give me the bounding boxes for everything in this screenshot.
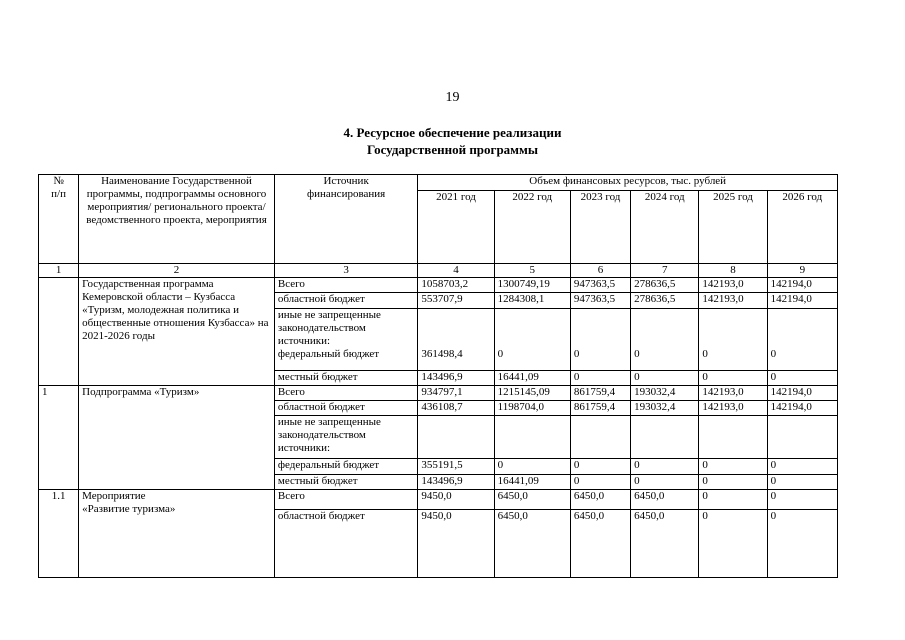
source-label: областной бюджет	[274, 401, 418, 416]
value-cell: 16441,09	[494, 475, 570, 490]
column-number: 9	[767, 264, 837, 278]
column-numbers-row	[39, 264, 838, 278]
other-sources-label: иные не запрещенные законодательством источники:	[277, 309, 381, 347]
value-cell: 9450,0	[418, 510, 494, 578]
value-cell: 0	[631, 459, 699, 475]
title-line-1: 4. Ресурсное обеспечение реализации	[343, 125, 562, 140]
value-cell: 16441,09	[494, 371, 570, 386]
value-cell	[494, 416, 570, 459]
value-cell: 0	[631, 371, 699, 386]
value-cell: 0	[767, 490, 837, 510]
value-cell: 6450,0	[570, 490, 630, 510]
other-sources-cell	[274, 309, 418, 371]
header-volume: Объем финансовых ресурсов, тыс. рублей	[418, 175, 838, 191]
value-cell: 142193,0	[699, 386, 767, 401]
value-cell: 193032,4	[631, 386, 699, 401]
header-year: 2023 год	[570, 191, 630, 264]
value-cell: 0	[570, 459, 630, 475]
value-cell: 0	[699, 309, 767, 371]
header-num: № п/п	[39, 175, 79, 264]
value-cell: 861759,4	[570, 401, 630, 416]
measure-name: Мероприятие «Развитие туризма»	[79, 490, 275, 578]
value-cell: 0	[767, 475, 837, 490]
value-cell: 361498,4	[418, 309, 494, 371]
value-cell: 0	[494, 309, 570, 371]
source-label: федеральный бюджет	[277, 348, 380, 360]
other-sources-label: иные не запрещенные законодательством источники:	[274, 416, 418, 459]
value-cell	[631, 416, 699, 459]
row-num: 1.1	[39, 490, 79, 578]
value-cell: 1198704,0	[494, 401, 570, 416]
subprogram-total-row	[39, 386, 838, 401]
source-label: местный бюджет	[274, 371, 418, 386]
value-cell: 436108,7	[418, 401, 494, 416]
value-cell: 142193,0	[699, 293, 767, 309]
value-cell: 0	[570, 475, 630, 490]
source-label: Всего	[274, 278, 418, 293]
program-total-row	[39, 278, 838, 293]
value-cell: 0	[494, 459, 570, 475]
value-cell	[767, 416, 837, 459]
column-number: 3	[274, 264, 418, 278]
header-year: 2024 год	[631, 191, 699, 264]
header-year: 2022 год	[494, 191, 570, 264]
value-cell: 142194,0	[767, 401, 837, 416]
column-number: 6	[570, 264, 630, 278]
source-label: местный бюджет	[274, 475, 418, 490]
value-cell: 143496,9	[418, 475, 494, 490]
column-number: 8	[699, 264, 767, 278]
value-cell: 0	[767, 510, 837, 578]
value-cell: 142193,0	[699, 278, 767, 293]
source-label: федеральный бюджет	[274, 459, 418, 475]
program-name: Государственная программа Кемеровской области – Кузбасса «Туризм, молодежная политика и общественные отношения Кузбасса» на 2021-2026 годы	[79, 278, 275, 386]
value-cell: 947363,5	[570, 278, 630, 293]
header-source: Источник финансирования	[274, 175, 418, 264]
value-cell: 143496,9	[418, 371, 494, 386]
value-cell: 1058703,2	[418, 278, 494, 293]
value-cell: 947363,5	[570, 293, 630, 309]
column-number: 4	[418, 264, 494, 278]
value-cell: 0	[699, 475, 767, 490]
value-cell: 1215145,09	[494, 386, 570, 401]
value-cell: 1284308,1	[494, 293, 570, 309]
source-label: Всего	[274, 386, 418, 401]
source-label: областной бюджет	[274, 510, 418, 578]
resource-table	[38, 174, 838, 578]
header-row	[39, 175, 838, 191]
value-cell	[418, 416, 494, 459]
value-cell: 6450,0	[631, 490, 699, 510]
value-cell: 142193,0	[699, 401, 767, 416]
value-cell: 6450,0	[494, 490, 570, 510]
value-cell: 553707,9	[418, 293, 494, 309]
row-num	[39, 278, 79, 386]
header-year: 2021 год	[418, 191, 494, 264]
value-cell: 0	[570, 371, 630, 386]
measure-total-row	[39, 490, 838, 510]
header-name: Наименование Государственной программы, подпрограммы основного мероприятия/ регионального проекта/ ведомственного проекта, мероприятия	[79, 175, 275, 264]
value-cell	[699, 416, 767, 459]
source-label: Всего	[274, 490, 418, 510]
page-number: 19	[445, 90, 460, 105]
value-cell: 6450,0	[494, 510, 570, 578]
value-cell: 0	[767, 371, 837, 386]
value-cell: 9450,0	[418, 490, 494, 510]
value-cell: 278636,5	[631, 278, 699, 293]
value-cell: 142194,0	[767, 386, 837, 401]
column-number: 2	[79, 264, 275, 278]
header-year: 2025 год	[699, 191, 767, 264]
value-cell: 0	[570, 309, 630, 371]
value-cell: 0	[631, 309, 699, 371]
value-cell: 861759,4	[570, 386, 630, 401]
value-cell: 193032,4	[631, 401, 699, 416]
column-number: 5	[494, 264, 570, 278]
row-num: 1	[39, 386, 79, 490]
value-cell: 0	[699, 459, 767, 475]
value-cell: 934797,1	[418, 386, 494, 401]
column-number: 1	[39, 264, 79, 278]
value-cell: 278636,5	[631, 293, 699, 309]
value-cell: 6450,0	[631, 510, 699, 578]
value-cell: 355191,5	[418, 459, 494, 475]
value-cell: 0	[699, 490, 767, 510]
value-cell: 1300749,19	[494, 278, 570, 293]
header-year: 2026 год	[767, 191, 837, 264]
value-cell: 0	[767, 309, 837, 371]
value-cell: 0	[699, 510, 767, 578]
subprogram-name: Подпрограмма «Туризм»	[79, 386, 275, 490]
value-cell: 0	[767, 459, 837, 475]
value-cell: 142194,0	[767, 278, 837, 293]
value-cell: 6450,0	[570, 510, 630, 578]
value-cell: 0	[699, 371, 767, 386]
title-line-2: Государственной программы	[366, 142, 539, 157]
column-number: 7	[631, 264, 699, 278]
value-cell: 142194,0	[767, 293, 837, 309]
source-label: областной бюджет	[274, 293, 418, 309]
section-title	[0, 124, 905, 158]
value-cell: 0	[631, 475, 699, 490]
value-cell	[570, 416, 630, 459]
